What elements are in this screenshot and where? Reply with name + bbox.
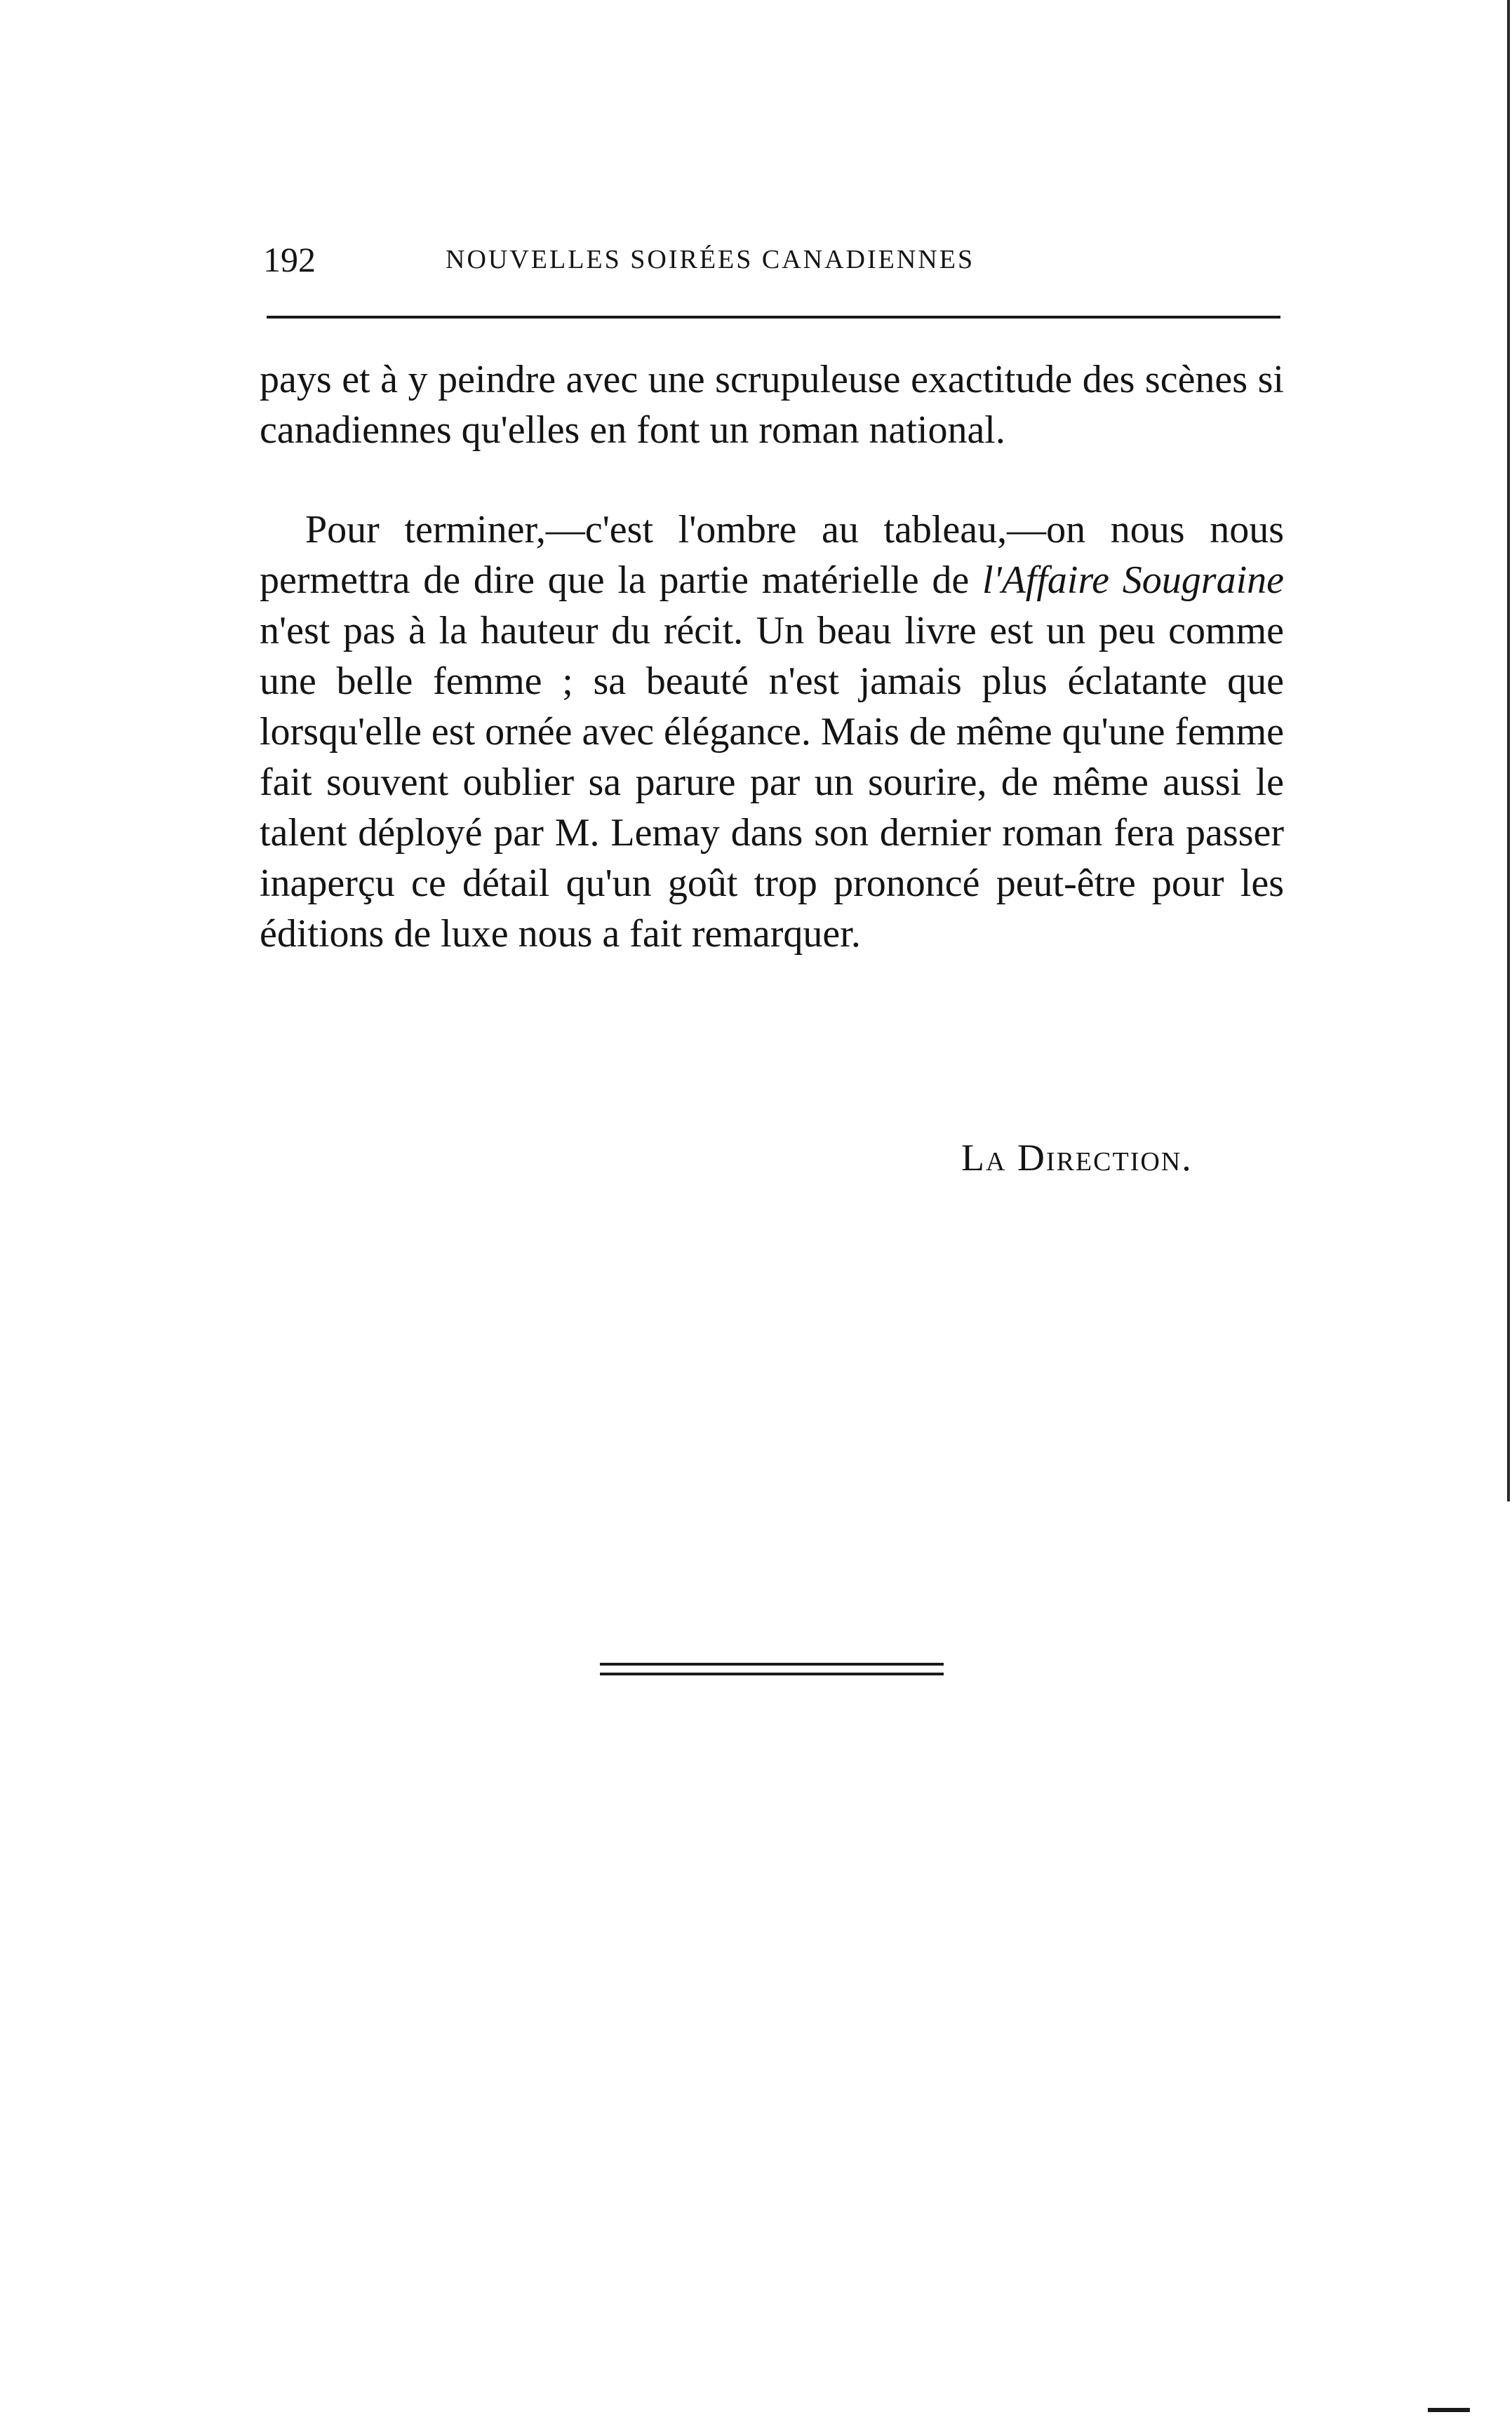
paragraph-2 <box>260 504 1284 959</box>
page-number: 192 <box>263 240 316 279</box>
page-header <box>263 232 1287 288</box>
running-title: NOUVELLES SOIRÉES CANADIENNES <box>446 245 975 274</box>
signature: La Direction. <box>961 1137 1193 1179</box>
body-text <box>260 354 1284 959</box>
book-title: l'Affaire Sougraine <box>982 558 1285 602</box>
end-rule-bottom <box>600 1673 944 1675</box>
end-rule-top <box>600 1663 944 1666</box>
paragraph-1: pays et à y peindre avec une scrupuleuse exactitude des scènes si canadiennes qu'elles en font un roman national. <box>260 358 1284 452</box>
corner-mark <box>1428 2408 1470 2412</box>
page-edge-mark <box>1507 0 1510 1501</box>
paragraph-2-rest: n'est pas à la hauteur du récit. Un beau livre est un peu comme une belle femme ; sa beauté n'est jamais plus éclatante que lorsqu'elle est ornée avec élégance. Mais de même qu'une femme fait souvent oublier sa parure par un sourire, de même aussi le talent déployé par M. Lemay dans son dernier roman fera passer inaperçu ce détail qu'un goût trop prononcé peut-être pour les éditions de luxe nous a fait remarquer. <box>260 609 1284 956</box>
header-rule <box>267 316 1280 319</box>
paragraph-2-start: Pour terminer,—c'est l'ombre au tableau,—on nous nous permettra de dire que la partie matérielle de <box>260 508 1284 602</box>
